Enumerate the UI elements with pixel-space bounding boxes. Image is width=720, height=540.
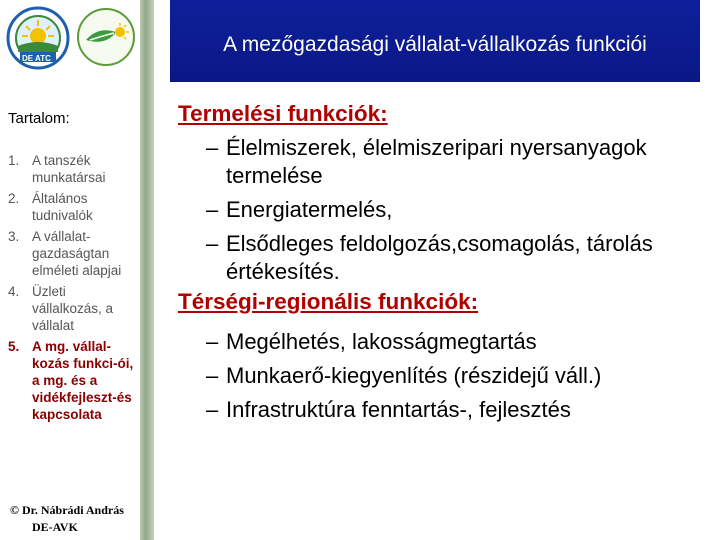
toc-item-label: Üzleti vállalkozás, a vállalat [32, 284, 114, 333]
copyright: © Dr. Nábrádi András DE-AVK [10, 503, 124, 534]
toc-item-1[interactable]: 1. A tanszék munkatársai [8, 153, 106, 185]
logo1-label: DE ATC [22, 54, 51, 63]
section-heading-production: Termelési funkciók: [178, 101, 388, 126]
toc-item-label: A vállalat-gazdaságtan elméleti alapjai [32, 229, 122, 278]
decorative-photo-strip [140, 0, 154, 540]
bullet-item: – Megélhetés, lakosságmegtartás [206, 329, 537, 354]
section-heading-regional: Térségi-regionális funkciók: [178, 289, 479, 314]
title-bar [170, 0, 700, 82]
toc-item-label: A mg. vállal-kozás funkci-ói, a mg. és a vidékfejleszt-és kapcsolata [32, 339, 134, 422]
logo-area [0, 0, 140, 82]
bullet-item: – Elsődleges feldolgozás,csomagolás, tárolás értékesítés. [206, 231, 653, 284]
main-content [178, 100, 708, 424]
page-title: A mezőgazdasági vállalat-vállalkozás funkciói [223, 33, 647, 56]
bullet-item: – Élelmiszerek, élelmiszeripari nyersanyagok termelése [206, 135, 647, 188]
toc-item-5[interactable]: 5. A mg. vállal-kozás funkci-ói, a mg. és a vidékfejleszt-és kapcsolata [8, 339, 134, 422]
toc-heading: Tartalom: [8, 110, 70, 127]
bullet-item: – Munkaerő-kiegyenlítés (részidejű váll.) [206, 363, 602, 388]
bullet-item: – Energiatermelés, [206, 197, 393, 222]
toc-item-3[interactable]: 3. A vállalat-gazdaságtan elméleti alapjai [8, 229, 122, 278]
leaf-logo-icon [76, 6, 136, 68]
table-of-contents [8, 152, 138, 423]
toc-item-2[interactable]: 2. Általános tudnivalók [8, 191, 93, 223]
bullet-item: – Infrastruktúra fenntartás-, fejlesztés [206, 397, 571, 422]
toc-item-4[interactable]: 4. Üzleti vállalkozás, a vállalat [8, 284, 114, 333]
toc-item-label: Általános tudnivalók [32, 191, 93, 223]
toc-item-label: A tanszék munkatársai [32, 153, 106, 185]
